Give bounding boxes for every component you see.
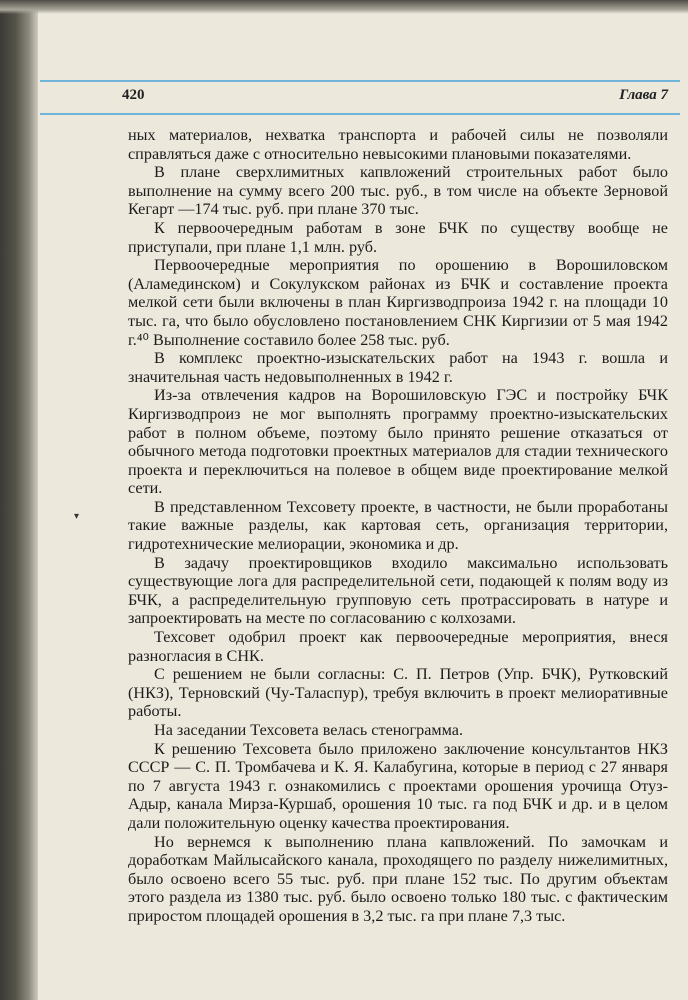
book-spine-shadow	[0, 0, 38, 1000]
paragraph: С решением не были согласны: С. П. Петров (Упр. БЧК), Рутковский (НКЗ), Терновский (Чу-Таласпур), требуя включить в проект мелиоративные работы.	[128, 665, 668, 721]
page-number: 420	[122, 87, 145, 103]
body-text	[128, 126, 668, 926]
paragraph: Но вернемся к выполнению плана капвложений. По замочкам и доработкам Майлысайского канала, проходящего по разделу нижелимитных, было освоено всего 55 тыс. руб. при плане 152 тыс. По другим объектам этого раздела из 1380 тыс. руб. было освоено только 180 тыс. с фактическим приростом площадей орошения в 3,2 тыс. га при плане 7,3 тыс.	[128, 832, 668, 925]
paragraph: В комплекс проектно-изыскательских работ на 1943 г. вошла и значительная часть недовыполненных в 1942 г.	[128, 349, 668, 386]
page-top-edge	[0, 0, 688, 14]
running-header	[92, 80, 678, 114]
header-rule-bottom	[40, 113, 680, 115]
paragraph: На заседании Техсовета велась стенограмма.	[154, 721, 464, 739]
paragraph: К первоочередным работам в зоне БЧК по существу вообще не приступали, при плане 1,1 млн. руб.	[128, 218, 668, 256]
paragraph: ных материалов, нехватка транспорта и рабочей силы не позволяли справляться даже с относительно невысокими плановыми показателями.	[128, 126, 668, 163]
paragraph: В задачу проектировщиков входило максимально использовать существующие лога для распределительной сети, подающей к полям воду из БЧК, а распределительную групповую сеть протрассировать в натуре и запроектировать на месте по согласованию с колхозами.	[128, 553, 668, 628]
margin-mark: ▾	[74, 511, 80, 522]
paragraph: Из-за отвлечения кадров на Ворошиловскую ГЭС и постройку БЧК Киргизводпроиз не мог выполнять программу проектно-изыскательских работ в полном объеме, поэтому было принято решение отказаться от обычного метода подготовки проектных материалов для стадии технического проекта и переключиться на полевое в общем виде проектирование мелкой сети.	[128, 386, 668, 498]
chapter-title: Глава 7	[619, 87, 668, 103]
paragraph: В плане сверхлимитных капвложений строительных работ было выполнение на сумму всего 200 тыс. руб., в том числе на объекте Зерновой Кегарт —174 тыс. руб. при плане 370 тыс.	[128, 163, 668, 219]
paragraph: Техсовет одобрил проект как первоочередные мероприятия, внеся разногласия в СНК.	[128, 628, 668, 665]
paragraph: Первоочередные мероприятия по орошению в Ворошиловском (Аламединском) и Сокулукском районах из БЧК и составление проекта мелкой сети были включены в план Киргизводпроиза 1942 г. на площади 10 тыс. га, что было обусловлено постановлением СНК Киргизии от 5 мая 1942 г.⁴⁰ Выполнение составило более 258 тыс. руб.	[128, 256, 668, 349]
paragraph: К решению Техсовета было приложено заключение консультантов НКЗ СССР — С. П. Тромбачева и К. Я. Калабугина, которые в период с 27 января по 7 августа 1943 г. ознакомились с проектами орошения урочища Отуз-Адыр, канала Мирза-Куршаб, орошения 10 тыс. га под БЧК и др. и в целом дали положительную оценку качества проектирования.	[128, 739, 668, 832]
paragraph: В представленном Техсовету проекте, в частности, не были проработаны такие важные разделы, как картовая сеть, организация территории, гидротехнические мелиорации, экономика и др.	[128, 497, 668, 554]
